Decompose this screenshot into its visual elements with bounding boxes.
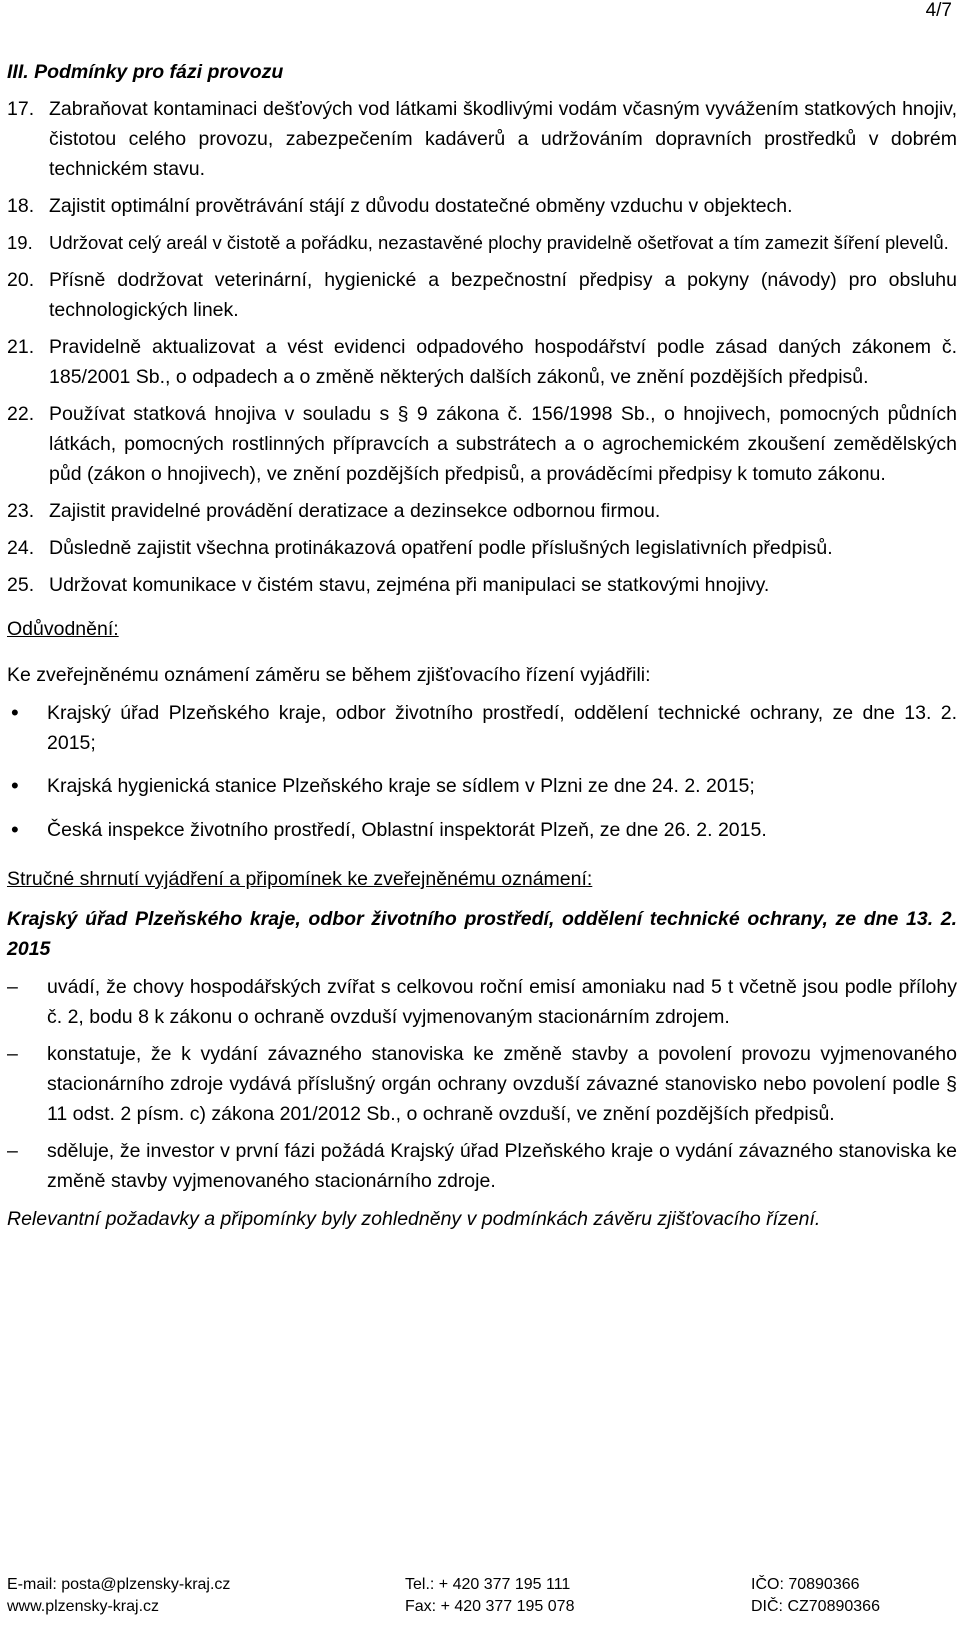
respondent-item [7,771,957,802]
bullet-icon [7,771,47,802]
authority-points-list [7,972,957,1196]
dash-icon [7,1136,47,1196]
dash-icon [7,972,47,1032]
footer-phone-column [405,1574,574,1618]
condition-number: 23. [7,500,35,522]
justification-heading: Odůvodnění: [7,618,119,640]
condition-number: 24. [7,537,35,559]
respondents-list [7,698,957,846]
condition-item [7,265,957,325]
condition-text: Udržovat komunikace v čistém stavu, zejména při manipulaci se statkovými hnojivy. [49,574,770,596]
authority-point-text: uvádí, že chovy hospodářských zvířat s celkovou roční emisí amoniaku nad 5 t včetně jsou podle přílohy č. 2, bodu 8 k zákonu o ochraně ovzduší vyjmenovaným stacionárním zdrojem. [47,976,957,1028]
document-body [7,57,957,1234]
footer-website[interactable]: www.plzensky-kraj.cz [7,1598,160,1615]
respondent-item [7,815,957,846]
condition-number: 20. [7,269,35,291]
authority-point [7,1039,957,1129]
condition-number: 18. [7,195,35,217]
condition-item [7,496,957,526]
authority-point [7,1136,957,1196]
condition-text: Zajistit pravidelné provádění deratizace a dezinsekce odbornou firmou. [49,500,661,522]
respondent-text: Krajská hygienická stanice Plzeňského kraje se sídlem v Plzni ze dne 24. 2. 2015; [47,775,755,797]
bullet-icon [7,698,47,758]
authority-point [7,972,957,1032]
footer-email[interactable]: E-mail: posta@plzensky-kraj.cz [7,1576,231,1593]
footer-contact-column [7,1574,230,1618]
condition-item [7,94,957,184]
condition-text: Zabraňovat kontaminaci dešťových vod látkami škodlivými vodám včasným vyvážením statkových hnojiv, čistotou celého provozu, zabezpečením kadáverů a udržováním dopravních prostředků v dobrém technickém stavu. [49,98,957,180]
condition-number: 21. [7,336,35,358]
footer-ico: IČO: 70890366 [751,1576,860,1593]
authority-point-text: sděluje, že investor v první fázi požádá Krajský úřad Plzeňského kraje o vydání závazného stanoviska ke změně stavby vyjmenovaného stacionárního zdroje. [47,1140,957,1192]
condition-item [7,332,957,392]
authority-heading: Krajský úřad Plzeňského kraje, odbor životního prostředí, oddělení technické ochrany, ze dne 13. 2. 2015 [7,908,957,960]
bullet-icon [7,815,47,846]
condition-number: 22. [7,403,35,425]
condition-item [7,570,957,600]
respondent-text: Krajský úřad Plzeňského kraje, odbor životního prostředí, oddělení technické ochrany, ze dne 13. 2. 2015; [47,702,957,754]
footer-fax: Fax: + 420 377 195 078 [405,1598,575,1615]
condition-number: 17. [7,98,35,120]
page-number: 4/7 [925,0,952,21]
condition-item [7,533,957,563]
authority-point-text: konstatuje, že k vydání závazného stanoviska ke změně stavby a povolení provozu vyjmenovaného stacionárního zdroje vydává příslušný orgán ochrany ovzduší závazné stanovisko nebo povolení podle § 11 odst. 2 písm. c) zákona 201/2012 Sb., o ochraně ovzduší, ve znění pozdějších předpisů. [47,1043,957,1125]
conclusion-text: Relevantní požadavky a připomínky byly zohledněny v podmínkách závěru zjišťovacího řízení. [7,1208,821,1230]
condition-text: Zajistit optimální provětrávání stájí z důvodu dostatečné obměny vzduchu v objektech. [49,195,793,217]
footer-dic: DIČ: CZ70890366 [751,1598,880,1615]
condition-text: Důsledně zajistit všechna protinákazová opatření podle příslušných legislativních předpisů. [49,537,833,559]
condition-number: 19. [7,232,33,253]
respondent-item [7,698,957,758]
condition-text: Přísně dodržovat veterinární, hygienické a bezpečnostní předpisy a pokyny (návody) pro obsluhu technologických linek. [49,269,957,321]
condition-text: Udržovat celý areál v čistotě a pořádku, nezastavěné plochy pravidelně ošetřovat a tím zamezit šíření plevelů. [49,232,949,253]
dash-icon [7,1039,47,1129]
condition-number: 25. [7,574,35,596]
summary-heading: Stručné shrnutí vyjádření a připomínek ke zveřejněnému oznámení: [7,868,593,890]
conditions-list [7,94,957,600]
condition-text: Pravidelně aktualizovat a vést evidenci odpadového hospodářství podle zásad daných zákonem č. 185/2001 Sb., o odpadech a o změně některých dalších zákonů, ve znění pozdějších předpisů. [49,336,957,388]
condition-item [7,228,957,258]
section-title: III. Podmínky pro fázi provozu [7,61,284,83]
condition-item [7,191,957,221]
condition-item [7,399,957,489]
footer-id-column [751,1574,880,1618]
respondent-text: Česká inspekce životního prostředí, Oblastní inspektorát Plzeň, ze dne 26. 2. 2015. [47,819,767,841]
condition-text: Používat statková hnojiva v souladu s § 9 zákona č. 156/1998 Sb., o hnojivech, pomocných půdních látkách, pomocných rostlinných přípravcích a substrátech a o agrochemickém zkoušení zemědělských půd (zákon o hnojivech), ve znění pozdějších předpisů, a prováděcími předpisy k tomuto zákonu. [49,403,957,485]
footer-phone: Tel.: + 420 377 195 111 [405,1576,571,1593]
intro-text: Ke zveřejněnému oznámení záměru se během zjišťovacího řízení vyjádřili: [7,664,651,686]
